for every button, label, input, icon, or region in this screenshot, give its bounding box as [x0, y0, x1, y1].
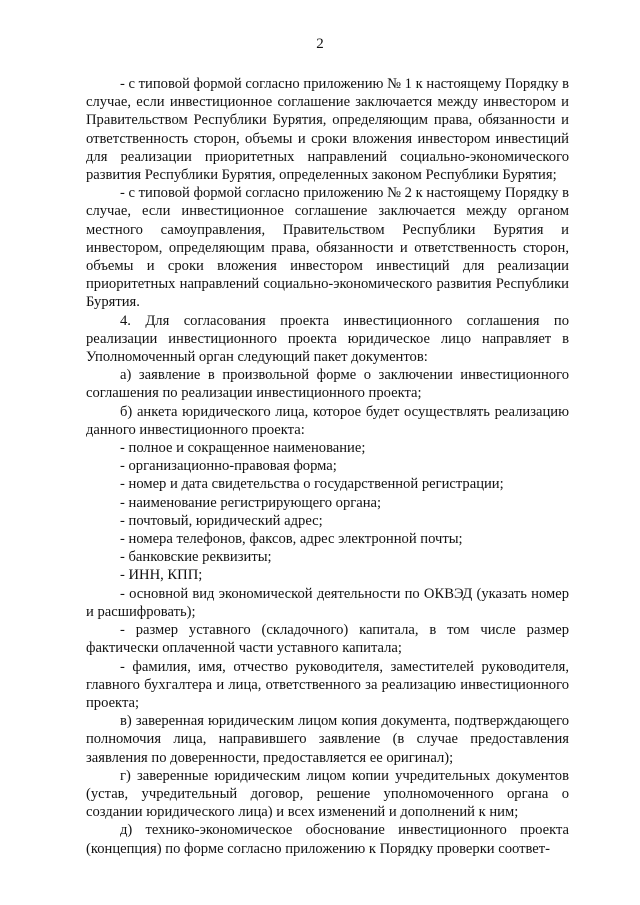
paragraph: а) заявление в произвольной форме о заключении инвестиционного соглашения по реализации инвестиционного проекта; — [86, 367, 569, 402]
list-item: - ИНН, КПП; — [120, 567, 203, 584]
list-item: - номер и дата свидетельства о государственной регистрации; — [120, 476, 504, 493]
paragraph: - фамилия, имя, отчество руководителя, заместителей руководителя, главного бухгалтера и лица, ответственного за реализацию инвестиционного проекта; — [86, 658, 569, 711]
paragraph: г) заверенные юридическим лицом копии учредительных документов (устав, учредительный договор, решение уполномоченного органа о создании юридического лица) и всех изменений и дополнений к ним; — [86, 767, 569, 821]
paragraph: - размер уставного (складочного) капитала, в том числе размер фактически оплаченной части уставного капитала; — [86, 622, 569, 657]
list-item: - наименование регистрирующего органа; — [120, 494, 382, 511]
paragraph: в) заверенная юридическим лицом копия документа, подтверждающего полномочия лица, направившего заявление (в случае предоставления заявления по доверенности, предоставляется ее оригинал); — [86, 713, 569, 766]
paragraph: - основной вид экономической деятельности по ОКВЭД (указать номер и расшифровать); — [86, 585, 569, 620]
list-item: - организационно-правовая форма; — [120, 458, 337, 475]
paragraph: б) анкета юридического лица, которое будет осуществлять реализацию данного инвестиционного проекта: — [86, 403, 569, 438]
list-item: - банковские реквизиты; — [120, 549, 272, 566]
paragraph: д) технико-экономическое обоснование инвестиционного проекта (концепция) по форме согласно приложению к Порядку проверки соответ- — [86, 822, 569, 857]
list-item: - номера телефонов, факсов, адрес электронной почты; — [120, 531, 463, 548]
document-body — [86, 75, 569, 858]
paragraph: - с типовой формой согласно приложению № 2 к настоящему Порядку в случае, если инвестиционное соглашение заключается между органом местного самоуправления, Правительством Республики Бурятия и инвестором, определяющим права, обязанности и ответственность сторон, объемы и сроки вложения инвестором инвестиций для реализации приоритетных направлений социально-экономического развития Республики Бурятия. — [86, 185, 569, 311]
page-number: 2 — [316, 36, 324, 52]
paragraph: - с типовой формой согласно приложению № 1 к настоящему Порядку в случае, если инвестиционное соглашение заключается между инвестором и Правительством Республики Бурятия, определяющим права, обязанности и ответственность сторон, объемы и сроки вложения инвестором инвестиций для реализации приоритетных направлений социально-экономического развития Республики Бурятия, определенных законом Республики Бурятия; — [86, 76, 569, 184]
list-item: - почтовый, юридический адрес; — [120, 512, 323, 529]
list-item: - полное и сокращенное наименование; — [120, 440, 366, 457]
paragraph: 4. Для согласования проекта инвестиционного соглашения по реализации инвестиционного проекта юридическое лицо направляет в Уполномоченный орган следующий пакет документов: — [86, 312, 569, 366]
